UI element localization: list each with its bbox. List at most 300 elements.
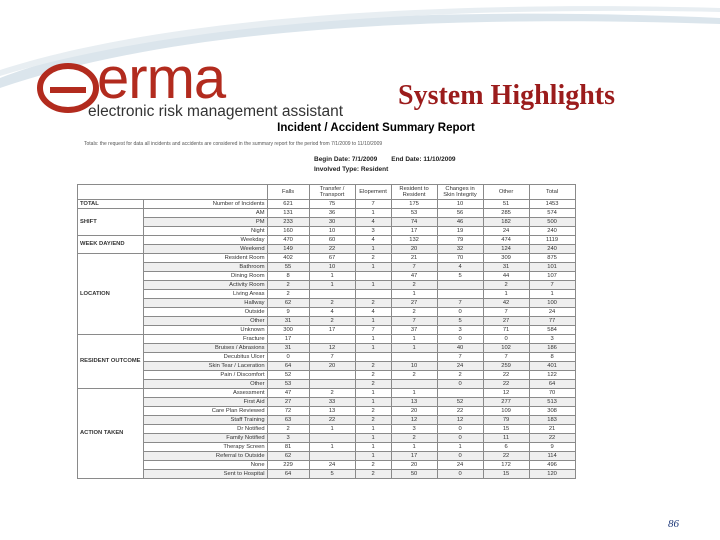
section-label: WEEK DAY/END bbox=[78, 236, 144, 254]
table-cell: 0 bbox=[483, 335, 529, 344]
table-cell: 53 bbox=[267, 380, 309, 389]
table-row bbox=[78, 407, 576, 416]
table-cell: 1 bbox=[529, 290, 575, 299]
table-cell: 70 bbox=[529, 389, 575, 398]
table-row bbox=[78, 236, 576, 245]
table-cell: 52 bbox=[437, 398, 483, 407]
row-label: Activity Room bbox=[143, 281, 267, 290]
table-cell: 2 bbox=[391, 434, 437, 443]
table-cell: 1 bbox=[437, 443, 483, 452]
table-cell: 0 bbox=[437, 335, 483, 344]
table-cell: 22 bbox=[483, 452, 529, 461]
row-label: Weekday bbox=[143, 236, 267, 245]
table-cell: 1 bbox=[355, 335, 391, 344]
table-cell: 2 bbox=[267, 290, 309, 299]
row-label: Assessment bbox=[143, 389, 267, 398]
table-cell: 60 bbox=[309, 236, 355, 245]
table-cell bbox=[309, 452, 355, 461]
table-cell: 1119 bbox=[529, 236, 575, 245]
row-label: Therapy Screen bbox=[143, 443, 267, 452]
table-cell bbox=[391, 353, 437, 362]
table-cell: 13 bbox=[391, 398, 437, 407]
table-cell: 7 bbox=[355, 200, 391, 209]
table-cell: 401 bbox=[529, 362, 575, 371]
table-cell: 0 bbox=[437, 452, 483, 461]
table-cell: 62 bbox=[267, 299, 309, 308]
section-label: RESIDENT OUTCOME bbox=[78, 335, 144, 389]
row-label: Other bbox=[143, 380, 267, 389]
table-cell: 1 bbox=[355, 389, 391, 398]
table-cell: 2 bbox=[391, 308, 437, 317]
row-label: Staff Training bbox=[143, 416, 267, 425]
table-row bbox=[78, 245, 576, 254]
table-cell: 27 bbox=[267, 398, 309, 407]
table-cell: 474 bbox=[483, 236, 529, 245]
table-cell: 24 bbox=[309, 461, 355, 470]
table-cell: 183 bbox=[529, 416, 575, 425]
table-cell: 1 bbox=[391, 389, 437, 398]
table-cell: 20 bbox=[391, 407, 437, 416]
table-cell bbox=[437, 389, 483, 398]
table-cell: 1 bbox=[483, 290, 529, 299]
table-cell: 42 bbox=[483, 299, 529, 308]
table-cell: 12 bbox=[391, 416, 437, 425]
table-cell bbox=[309, 335, 355, 344]
row-label: Resident Room bbox=[143, 254, 267, 263]
row-label: Bathroom bbox=[143, 263, 267, 272]
table-cell: 9 bbox=[267, 308, 309, 317]
table-cell: 4 bbox=[437, 263, 483, 272]
table-cell: 875 bbox=[529, 254, 575, 263]
table-cell: 5 bbox=[437, 317, 483, 326]
table-cell: 2 bbox=[355, 362, 391, 371]
table-cell: 1 bbox=[355, 434, 391, 443]
table-cell: 17 bbox=[267, 335, 309, 344]
logo-tagline: electronic risk management assistant bbox=[88, 103, 344, 120]
row-label: Weekend bbox=[143, 245, 267, 254]
table-cell bbox=[437, 290, 483, 299]
table-cell: 186 bbox=[529, 344, 575, 353]
row-label: None bbox=[143, 461, 267, 470]
table-cell: 21 bbox=[529, 425, 575, 434]
slide-title: System Highlights bbox=[398, 80, 616, 111]
table-cell: 0 bbox=[437, 470, 483, 479]
table-cell: 7 bbox=[483, 353, 529, 362]
table-cell: 120 bbox=[529, 470, 575, 479]
table-cell: 71 bbox=[483, 326, 529, 335]
table-cell: 496 bbox=[529, 461, 575, 470]
column-header: Other bbox=[483, 185, 529, 200]
table-cell: 10 bbox=[391, 362, 437, 371]
table-row bbox=[78, 398, 576, 407]
table-cell: 79 bbox=[483, 416, 529, 425]
table-cell: 22 bbox=[309, 245, 355, 254]
table-row bbox=[78, 344, 576, 353]
table-cell: 12 bbox=[437, 416, 483, 425]
table-cell: 24 bbox=[483, 227, 529, 236]
table-cell: 1 bbox=[309, 443, 355, 452]
row-label: Pain / Discomfort bbox=[143, 371, 267, 380]
table-cell: 1 bbox=[391, 344, 437, 353]
table-cell: 1 bbox=[355, 398, 391, 407]
table-cell: 101 bbox=[529, 263, 575, 272]
row-label: Other bbox=[143, 317, 267, 326]
row-label: PM bbox=[143, 218, 267, 227]
table-cell: 8 bbox=[267, 272, 309, 281]
table-row bbox=[78, 434, 576, 443]
table-cell: 1 bbox=[355, 344, 391, 353]
report-note: Totals: the request for data all incidents and accidents are considered in the summary report for the period from 7/1/2009 to 11/10/2009 bbox=[84, 141, 383, 147]
table-cell: 9 bbox=[529, 443, 575, 452]
table-cell: 63 bbox=[267, 416, 309, 425]
column-header: Transfer / Transport bbox=[309, 185, 355, 200]
table-cell: 62 bbox=[267, 452, 309, 461]
table-cell: 44 bbox=[483, 272, 529, 281]
table-cell: 4 bbox=[355, 218, 391, 227]
table-cell: 17 bbox=[391, 452, 437, 461]
row-label: Care Plan Reviewed bbox=[143, 407, 267, 416]
table-row bbox=[78, 326, 576, 335]
table-cell: 7 bbox=[391, 263, 437, 272]
table-cell: 24 bbox=[437, 461, 483, 470]
table-cell: 24 bbox=[529, 308, 575, 317]
table-cell: 277 bbox=[483, 398, 529, 407]
table-cell: 7 bbox=[483, 308, 529, 317]
table-cell: 2 bbox=[391, 281, 437, 290]
table-cell: 79 bbox=[437, 236, 483, 245]
table-cell: 2 bbox=[309, 317, 355, 326]
table-row bbox=[78, 299, 576, 308]
table-cell bbox=[309, 371, 355, 380]
table-row bbox=[78, 443, 576, 452]
table-cell: 124 bbox=[483, 245, 529, 254]
column-header: Changes in Skin Integrity bbox=[437, 185, 483, 200]
table-cell: 2 bbox=[267, 281, 309, 290]
table-cell bbox=[437, 281, 483, 290]
row-label: First Aid bbox=[143, 398, 267, 407]
table-cell: 31 bbox=[267, 317, 309, 326]
table-cell: 46 bbox=[437, 218, 483, 227]
table-row bbox=[78, 290, 576, 299]
table-row bbox=[78, 452, 576, 461]
table-cell: 52 bbox=[267, 371, 309, 380]
table-row bbox=[78, 200, 576, 209]
table-cell: 47 bbox=[267, 389, 309, 398]
table-cell: 12 bbox=[309, 344, 355, 353]
table-cell: 7 bbox=[437, 299, 483, 308]
table-cell: 132 bbox=[391, 236, 437, 245]
row-label: Skin Tear / Laceration bbox=[143, 362, 267, 371]
row-label: Referral to Outside bbox=[143, 452, 267, 461]
table-cell: 2 bbox=[355, 299, 391, 308]
table-cell: 4 bbox=[355, 236, 391, 245]
row-label: Decubitus Ulcer bbox=[143, 353, 267, 362]
table-cell: 100 bbox=[529, 299, 575, 308]
table-cell: 4 bbox=[355, 308, 391, 317]
table-cell: 1 bbox=[391, 443, 437, 452]
table-cell: 1 bbox=[309, 425, 355, 434]
table-cell: 584 bbox=[529, 326, 575, 335]
table-row bbox=[78, 218, 576, 227]
table-cell: 15 bbox=[483, 470, 529, 479]
table-cell: 122 bbox=[529, 371, 575, 380]
table-cell: 500 bbox=[529, 218, 575, 227]
table-row bbox=[78, 380, 576, 389]
table-cell: 0 bbox=[267, 353, 309, 362]
table-cell: 36 bbox=[309, 209, 355, 218]
table-cell: 56 bbox=[437, 209, 483, 218]
table-cell: 233 bbox=[267, 218, 309, 227]
table-cell: 72 bbox=[267, 407, 309, 416]
row-label: AM bbox=[143, 209, 267, 218]
table-cell: 0 bbox=[437, 380, 483, 389]
table-cell: 2 bbox=[355, 407, 391, 416]
section-label: SHIFT bbox=[78, 209, 144, 236]
table-cell: 259 bbox=[483, 362, 529, 371]
table-cell: 300 bbox=[267, 326, 309, 335]
table-cell: 22 bbox=[529, 434, 575, 443]
table-cell: 1 bbox=[355, 209, 391, 218]
table-cell: 51 bbox=[483, 200, 529, 209]
table-cell: 70 bbox=[437, 254, 483, 263]
table-cell: 22 bbox=[483, 371, 529, 380]
table-cell: 1 bbox=[355, 425, 391, 434]
table-cell: 285 bbox=[483, 209, 529, 218]
table-cell: 37 bbox=[391, 326, 437, 335]
table-cell: 64 bbox=[267, 470, 309, 479]
section-label: ACTION TAKEN bbox=[78, 389, 144, 479]
table-cell: 20 bbox=[391, 245, 437, 254]
table-cell: 2 bbox=[483, 281, 529, 290]
table-cell: 7 bbox=[437, 353, 483, 362]
table-cell bbox=[355, 272, 391, 281]
table-cell: 2 bbox=[309, 389, 355, 398]
section-label: LOCATION bbox=[78, 254, 144, 335]
table-cell: 574 bbox=[529, 209, 575, 218]
table-row bbox=[78, 317, 576, 326]
row-label: Dr Notified bbox=[143, 425, 267, 434]
table-cell: 131 bbox=[267, 209, 309, 218]
table-cell: 20 bbox=[309, 362, 355, 371]
table-cell: 3 bbox=[391, 425, 437, 434]
table-cell: 309 bbox=[483, 254, 529, 263]
table-row bbox=[78, 371, 576, 380]
table-cell bbox=[309, 290, 355, 299]
row-label: Living Areas bbox=[143, 290, 267, 299]
table-cell: 0 bbox=[437, 425, 483, 434]
row-label: Number of Incidents bbox=[143, 200, 267, 209]
page-number: 86 bbox=[668, 518, 679, 530]
table-cell: 308 bbox=[529, 407, 575, 416]
table-cell: 15 bbox=[483, 425, 529, 434]
table-row bbox=[78, 281, 576, 290]
table-cell: 0 bbox=[437, 434, 483, 443]
row-label: Fracture bbox=[143, 335, 267, 344]
table-cell: 2 bbox=[267, 425, 309, 434]
table-cell: 470 bbox=[267, 236, 309, 245]
table-cell: 53 bbox=[391, 209, 437, 218]
table-cell: 64 bbox=[529, 380, 575, 389]
table-cell: 64 bbox=[267, 362, 309, 371]
table-cell bbox=[355, 353, 391, 362]
table-cell: 30 bbox=[309, 218, 355, 227]
table-cell: 1 bbox=[355, 281, 391, 290]
table-cell: 3 bbox=[267, 434, 309, 443]
table-cell: 2 bbox=[355, 461, 391, 470]
table-cell: 7 bbox=[529, 281, 575, 290]
table-cell: 67 bbox=[309, 254, 355, 263]
table-cell: 24 bbox=[437, 362, 483, 371]
table-cell: 229 bbox=[267, 461, 309, 470]
table-cell: 21 bbox=[391, 254, 437, 263]
report-dates bbox=[314, 156, 456, 163]
table-cell: 7 bbox=[355, 326, 391, 335]
table-cell: 3 bbox=[529, 335, 575, 344]
row-label: Hallway bbox=[143, 299, 267, 308]
table-cell: 182 bbox=[483, 218, 529, 227]
table-cell: 32 bbox=[437, 245, 483, 254]
table-cell bbox=[391, 380, 437, 389]
table-cell: 55 bbox=[267, 263, 309, 272]
table-cell: 1 bbox=[391, 290, 437, 299]
table-cell: 7 bbox=[391, 317, 437, 326]
table-row bbox=[78, 335, 576, 344]
table-cell: 5 bbox=[437, 272, 483, 281]
table-row bbox=[78, 470, 576, 479]
row-label: Outside bbox=[143, 308, 267, 317]
row-label: Bruises / Abrasions bbox=[143, 344, 267, 353]
table-cell: 10 bbox=[437, 200, 483, 209]
column-header: Elopement bbox=[355, 185, 391, 200]
table-cell: 0 bbox=[437, 308, 483, 317]
table-cell: 77 bbox=[529, 317, 575, 326]
table-cell: 31 bbox=[483, 263, 529, 272]
header-blank bbox=[78, 185, 268, 200]
table-cell: 2 bbox=[437, 371, 483, 380]
row-label: Dining Room bbox=[143, 272, 267, 281]
table-cell: 107 bbox=[529, 272, 575, 281]
table-cell: 8 bbox=[529, 353, 575, 362]
table-cell: 1 bbox=[309, 272, 355, 281]
report-image bbox=[74, 120, 678, 510]
table-cell bbox=[355, 290, 391, 299]
column-header: Resident to Resident bbox=[391, 185, 437, 200]
table-cell: 513 bbox=[529, 398, 575, 407]
table-row bbox=[78, 209, 576, 218]
table-row bbox=[78, 254, 576, 263]
table-cell: 20 bbox=[391, 461, 437, 470]
table-cell: 5 bbox=[309, 470, 355, 479]
table-row bbox=[78, 389, 576, 398]
table-header-row bbox=[78, 185, 576, 200]
table-cell: 74 bbox=[391, 218, 437, 227]
row-label: Family Notified bbox=[143, 434, 267, 443]
involved-type: Involved Type: Resident bbox=[314, 166, 389, 173]
column-header: Total bbox=[529, 185, 575, 200]
table-cell: 172 bbox=[483, 461, 529, 470]
table-cell: 17 bbox=[309, 326, 355, 335]
row-label: Night bbox=[143, 227, 267, 236]
table-cell: 402 bbox=[267, 254, 309, 263]
table-row bbox=[78, 461, 576, 470]
table-cell: 2 bbox=[355, 254, 391, 263]
table-cell: 2 bbox=[355, 380, 391, 389]
table-cell: 114 bbox=[529, 452, 575, 461]
table-cell: 1 bbox=[355, 452, 391, 461]
table-cell: 47 bbox=[391, 272, 437, 281]
table-row bbox=[78, 227, 576, 236]
table-cell: 22 bbox=[437, 407, 483, 416]
table-cell: 1453 bbox=[529, 200, 575, 209]
table-cell: 10 bbox=[309, 263, 355, 272]
table-cell: 3 bbox=[437, 326, 483, 335]
table-cell: 109 bbox=[483, 407, 529, 416]
table-cell: 175 bbox=[391, 200, 437, 209]
table-cell: 149 bbox=[267, 245, 309, 254]
table-cell: 81 bbox=[267, 443, 309, 452]
table-cell: 11 bbox=[483, 434, 529, 443]
column-header: Falls bbox=[267, 185, 309, 200]
table-cell: 17 bbox=[391, 227, 437, 236]
table-cell: 2 bbox=[391, 371, 437, 380]
table-cell: 22 bbox=[483, 380, 529, 389]
end-date: End Date: 11/10/2009 bbox=[391, 156, 456, 163]
logo-wordmark: erma bbox=[97, 46, 226, 111]
table-cell: 2 bbox=[355, 470, 391, 479]
table-row bbox=[78, 263, 576, 272]
table-cell: 27 bbox=[391, 299, 437, 308]
table-cell: 3 bbox=[355, 227, 391, 236]
table-cell: 75 bbox=[309, 200, 355, 209]
table-row bbox=[78, 308, 576, 317]
table-cell: 50 bbox=[391, 470, 437, 479]
table-cell: 160 bbox=[267, 227, 309, 236]
table-cell: 7 bbox=[309, 353, 355, 362]
table-cell: 1 bbox=[355, 245, 391, 254]
table-cell: 6 bbox=[483, 443, 529, 452]
table-cell: 1 bbox=[391, 335, 437, 344]
summary-table bbox=[77, 184, 576, 479]
table-cell: 2 bbox=[355, 416, 391, 425]
table-cell bbox=[309, 380, 355, 389]
table-cell: 2 bbox=[355, 371, 391, 380]
table-cell: 12 bbox=[483, 389, 529, 398]
table-row bbox=[78, 272, 576, 281]
table-cell: 40 bbox=[437, 344, 483, 353]
table-cell: 13 bbox=[309, 407, 355, 416]
table-cell: 10 bbox=[309, 227, 355, 236]
table-cell: 31 bbox=[267, 344, 309, 353]
table-cell: 19 bbox=[437, 227, 483, 236]
table-cell: 102 bbox=[483, 344, 529, 353]
table-cell: 1 bbox=[309, 281, 355, 290]
table-cell: 2 bbox=[309, 299, 355, 308]
table-row bbox=[78, 362, 576, 371]
table-cell: 1 bbox=[355, 317, 391, 326]
row-label: Unknown bbox=[143, 326, 267, 335]
table-cell: 27 bbox=[483, 317, 529, 326]
table-cell: 1 bbox=[355, 443, 391, 452]
table-cell: 33 bbox=[309, 398, 355, 407]
table-cell: 621 bbox=[267, 200, 309, 209]
report-title: Incident / Accident Summary Report bbox=[277, 122, 475, 134]
table-cell bbox=[309, 434, 355, 443]
table-cell: 4 bbox=[309, 308, 355, 317]
table-row bbox=[78, 416, 576, 425]
table-cell: 240 bbox=[529, 245, 575, 254]
table-cell: 22 bbox=[309, 416, 355, 425]
table-row bbox=[78, 353, 576, 362]
